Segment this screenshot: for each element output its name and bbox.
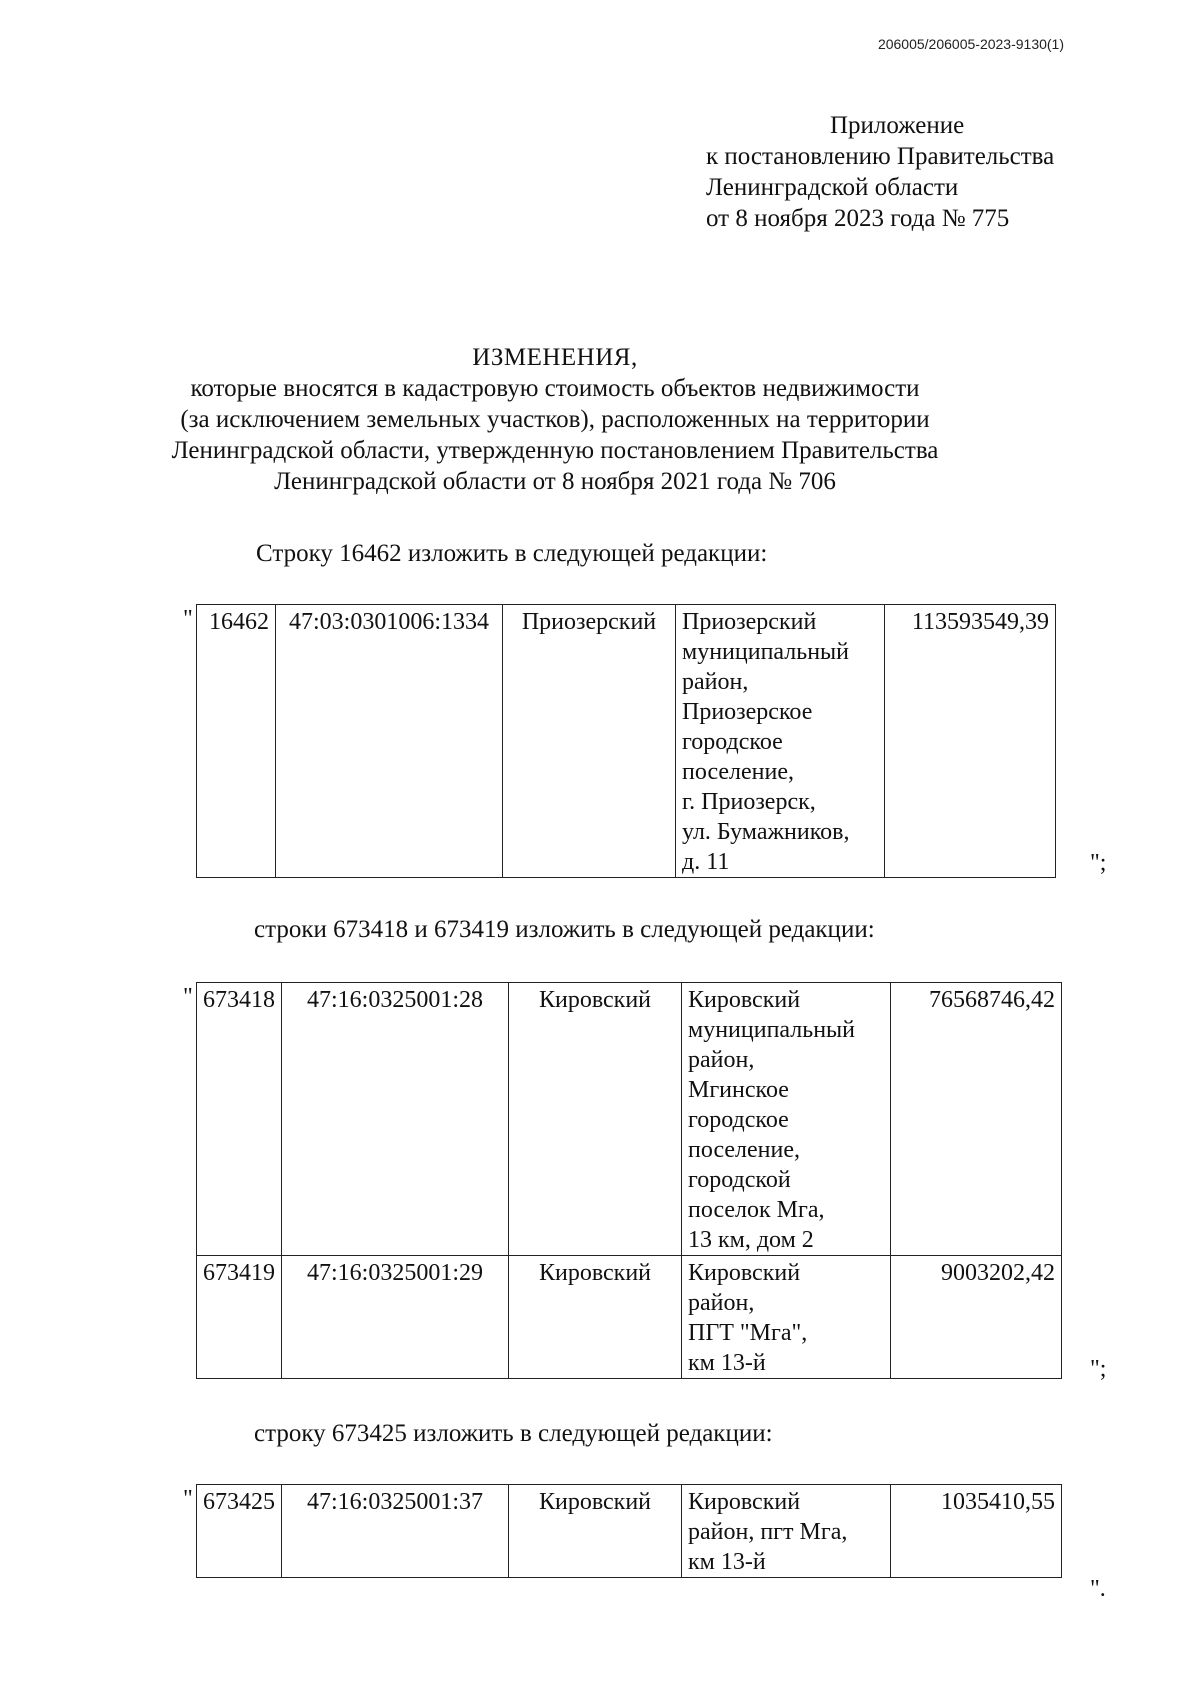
address-line: ПГТ "Мга",	[688, 1320, 808, 1346]
row-number: 673425	[197, 1485, 282, 1578]
address-line: городской	[688, 1167, 791, 1193]
address-line: район,	[682, 669, 749, 695]
table-row	[197, 605, 1056, 878]
table-row	[197, 1256, 1062, 1379]
table-row	[197, 1485, 1062, 1578]
section-2-intro: строки 673418 и 673419 изложить в следующей редакции:	[254, 916, 875, 943]
appendix-line-2: к постановлению Правительства	[706, 143, 1055, 170]
table-row	[197, 983, 1062, 1256]
section-1-open-quote: "	[183, 606, 193, 632]
title-line-4: Ленинградской области от 8 ноября 2021 года № 706	[274, 468, 836, 495]
section-3-open-quote: "	[183, 1486, 193, 1512]
address	[682, 1256, 891, 1379]
cadastral-value: 1035410,55	[891, 1485, 1062, 1578]
section-1-close-quote: ";	[1090, 850, 1107, 876]
district: Кировский	[509, 983, 682, 1256]
section-3-close-quote: ".	[1090, 1576, 1106, 1602]
section-2-table	[196, 982, 1062, 1379]
appendix-header	[706, 110, 1054, 234]
cadastral-number: 47:16:0325001:37	[282, 1485, 509, 1578]
section-3-table	[196, 1484, 1062, 1578]
district: Кировский	[509, 1256, 682, 1379]
address-line: район,	[688, 1047, 755, 1073]
cadastral-number: 47:03:0301006:1334	[276, 605, 503, 878]
address-line: поселок Мга,	[688, 1197, 825, 1223]
title-line-3: Ленинградской области, утвержденную постановлением Правительства	[171, 437, 939, 464]
address-line: Приозерское	[682, 699, 813, 725]
district: Приозерский	[503, 605, 676, 878]
address-line: д. 11	[682, 849, 730, 875]
appendix-line-3: Ленинградской области	[706, 174, 959, 201]
document-title	[150, 342, 960, 497]
title-line-1: которые вносятся в кадастровую стоимость объектов недвижимости	[190, 375, 920, 402]
cadastral-value: 113593549,39	[885, 605, 1056, 878]
address-line: поселение,	[688, 1137, 801, 1163]
address-line: Приозерский	[682, 609, 817, 635]
address-line: городское	[688, 1107, 789, 1133]
section-1-intro: Строку 16462 изложить в следующей редакции:	[256, 540, 768, 567]
row-number: 16462	[197, 605, 276, 878]
address-line: муниципальный	[688, 1017, 856, 1043]
address	[682, 983, 891, 1256]
address-line: Мгинское	[688, 1077, 789, 1103]
title-heading: ИЗМЕНЕНИЯ,	[472, 344, 638, 371]
address-line: Кировский	[688, 1489, 801, 1515]
address-line: поселение,	[682, 759, 795, 785]
address	[676, 605, 885, 878]
address-line: муниципальный	[682, 639, 850, 665]
address-line: район,	[688, 1290, 755, 1316]
row-number: 673418	[197, 983, 282, 1256]
address-line: 13 км, дом 2	[688, 1227, 814, 1253]
address-line: Кировский	[688, 1260, 801, 1286]
district: Кировский	[509, 1485, 682, 1578]
cadastral-value: 76568746,42	[891, 983, 1062, 1256]
section-3-intro: строку 673425 изложить в следующей редакции:	[254, 1420, 773, 1447]
address-line: км 13-й	[688, 1549, 766, 1575]
cadastral-number: 47:16:0325001:29	[282, 1256, 509, 1379]
address-line: район, пгт Мга,	[688, 1519, 848, 1545]
section-2-open-quote: "	[183, 984, 193, 1010]
address	[682, 1485, 891, 1578]
section-2-close-quote: ";	[1090, 1356, 1107, 1382]
row-number: 673419	[197, 1256, 282, 1379]
address-line: городское	[682, 729, 783, 755]
cadastral-number: 47:16:0325001:28	[282, 983, 509, 1256]
address-line: ул. Бумажников,	[682, 819, 850, 845]
address-line: Кировский	[688, 987, 801, 1013]
document-number: 206005/206005-2023-9130(1)	[877, 36, 1064, 52]
title-line-2: (за исключением земельных участков), расположенных на территории	[180, 406, 930, 433]
cadastral-value: 9003202,42	[891, 1256, 1062, 1379]
section-1-table	[196, 604, 1056, 878]
address-line: г. Приозерск,	[682, 789, 816, 815]
address-line: км 13-й	[688, 1350, 766, 1376]
appendix-line-4: от 8 ноября 2023 года № 775	[706, 205, 1010, 232]
appendix-line-1: Приложение	[830, 112, 965, 139]
